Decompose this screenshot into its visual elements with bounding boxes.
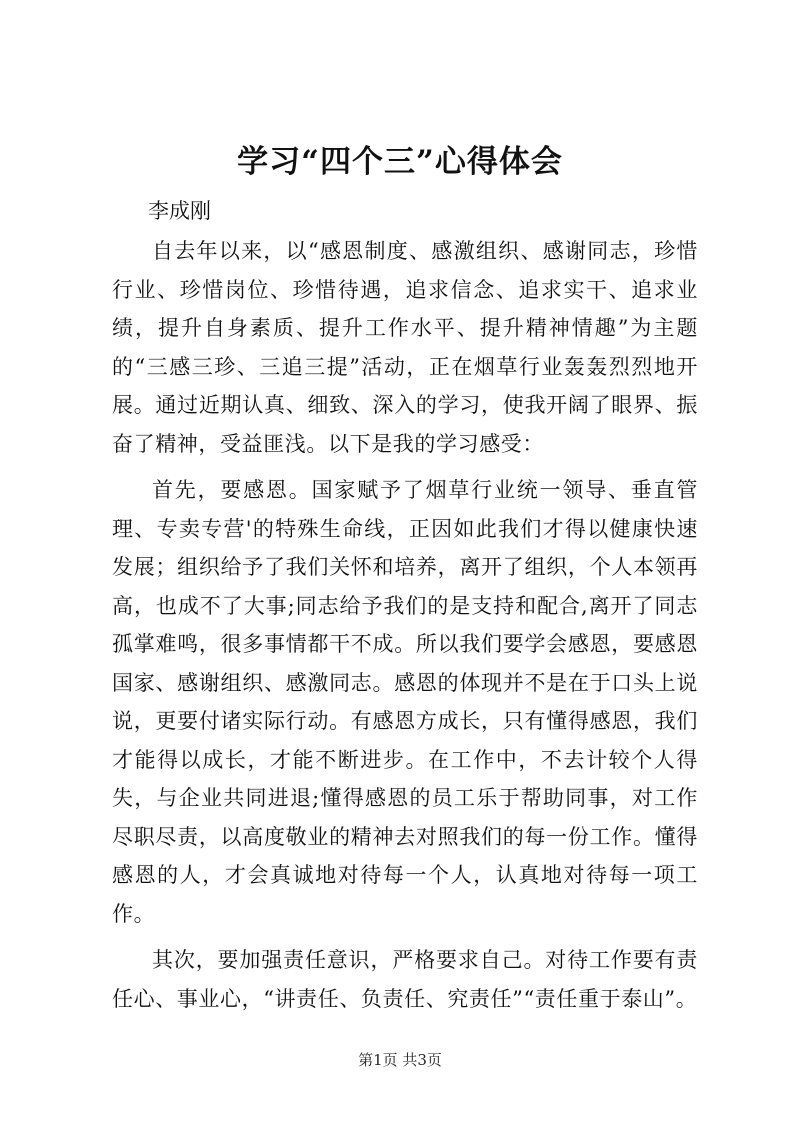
document-title: 学习“四个三”心得体会 (237, 144, 563, 180)
page-footer: 第1页 共3页 (358, 1051, 442, 1069)
document-body (112, 232, 698, 1026)
paragraph-3: 其次，要加强责任意识，严格要求自己。对待工作要有责任心、事业心，“讲责任、负责任、究责任”“责任重于泰山”。 (112, 948, 698, 1011)
paragraph-2: 首先，要感恩。国家赋予了烟草行业统一领导、垂直管理、专卖专营'的特殊生命线，正因如此我们才得以健康快速发展；组织给予了我们关怀和培养，离开了组织，个人本领再高，也成不了大事;同志给予我们的是支持和配合,离开了同志孤掌难鸣，很多事情都干不成。所以我们要学会感恩，要感恩国家、感谢组织、感激同志。感恩的体现并不是在于口头上说说，更要付诸实际行动。有感恩方成长，只有懂得感恩，我们才能得以成长，才能不断进步。在工作中，不去计较个人得失，与企业共同进退;懂得感恩的员工乐于帮助同事，对工作尽职尽责，以高度敬业的精神去对照我们的每一份工作。懂得感恩的人，才会真诚地对待每一个人，认真地对待每一项工作。 (112, 478, 698, 926)
paragraph-1: 自去年以来，以“感恩制度、感激组织、感谢同志，珍惜行业、珍惜岗位、珍惜待遇，追求信念、追求实干、追求业绩，提升自身素质、提升工作水平、提升精神情趣”为主题的“三感三珍、三追三提”活动，正在烟草行业轰轰烈烈地开展。通过近期认真、细致、深入的学习，使我开阔了眼界、振奋了精神，受益匪浅。以下是我的学习感受： (112, 239, 698, 456)
document-author: 李成刚 (148, 199, 211, 223)
